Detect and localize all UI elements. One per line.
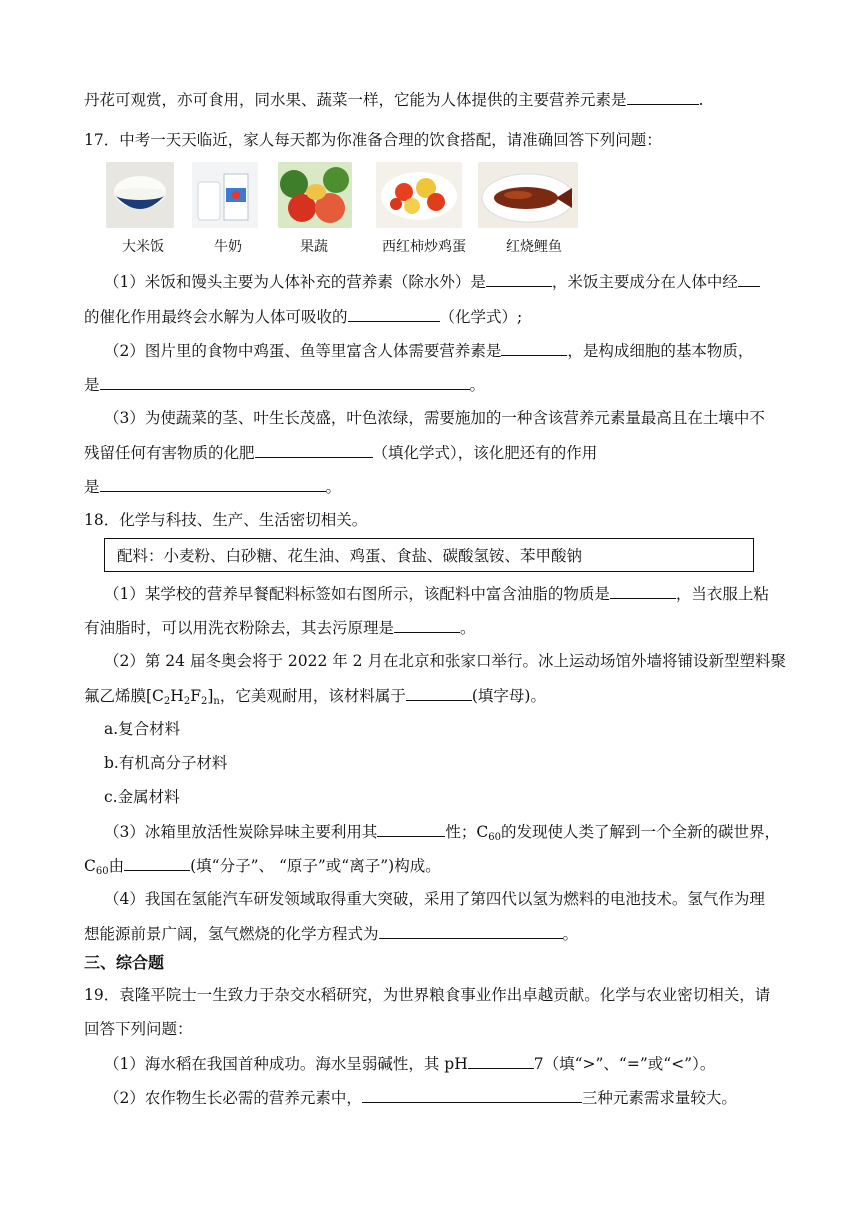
q17-p2-text-b: ，是构成细胞的基本物质， xyxy=(567,342,754,360)
q17-p1-text-b: ，米饭主要成分在人体中经 xyxy=(551,273,738,291)
ingredient-label-box xyxy=(104,538,754,572)
q18-p1-text-d: 。 xyxy=(460,619,476,637)
section-heading: 三、综合题 xyxy=(84,953,165,972)
q19-p1-text-a: （1）海水稻在我国首种成功。海水呈弱碱性，其 pH xyxy=(104,1055,468,1073)
q17-part3-line1: （3）为使蔬菜的茎、叶生长茂盛，叶色浓绿，需要施加的一种含该营养元素量最高且在土壤中不 xyxy=(104,409,765,427)
answer-blank[interactable] xyxy=(627,88,699,105)
q18-p1-text-c: 有油脂时，可以用洗衣粉除去，其去污原理是 xyxy=(84,619,395,637)
caption-milk: 牛奶 xyxy=(214,239,242,255)
q18-p3-text-b: 性；C xyxy=(445,823,489,841)
q18-p2-text-d: F xyxy=(190,687,201,705)
caption-fruits: 果蔬 xyxy=(300,239,328,255)
food-carp xyxy=(478,162,578,255)
answer-blank[interactable] xyxy=(255,441,373,458)
q18-p3-text-c: 的发现使人类了解到一个全新的碳世界， xyxy=(500,823,780,841)
q18-p3-text-a: （3）冰箱里放活性炭除异味主要利用其 xyxy=(104,823,378,841)
q18-p4-text-c: 。 xyxy=(562,925,579,943)
caption-tomato-egg: 西红柿炒鸡蛋 xyxy=(382,239,466,255)
q18-part1-line2 xyxy=(84,616,476,639)
food-rice xyxy=(106,162,174,255)
subscript: n xyxy=(213,696,220,707)
q17-p3-text-b: 残留任何有害物质的化肥 xyxy=(84,444,255,462)
q18-part2-line2 xyxy=(84,684,546,713)
q16-tail-line xyxy=(84,88,703,111)
answer-blank[interactable] xyxy=(348,305,440,322)
q17-part2-line1 xyxy=(104,339,753,362)
q18-p2-text-g: (填字母)。 xyxy=(471,687,546,705)
answer-blank[interactable] xyxy=(379,922,563,939)
rice-image xyxy=(106,162,174,228)
q17-p2-text-c: 是 xyxy=(84,376,100,394)
q17-p2-text-a: （2）图片里的食物中鸡蛋、鱼等里富含人体需要营养素是 xyxy=(104,342,502,360)
ingredient-label-text: 配料：小麦粉、白砂糖、花生油、鸡蛋、食盐、碳酸氢铵、苯甲酸钠 xyxy=(117,547,583,565)
q18-part2-line1: （2）第 24 届冬奥会将于 2022 年 2 月在北京和张家口举行。冰上运动场馆外墙将铺设新型塑料聚 xyxy=(104,652,786,670)
q18-part3-line2 xyxy=(84,854,441,883)
answer-blank[interactable] xyxy=(406,684,472,701)
q19-stem-line1: 19．袁隆平院士一生致力于杂交水稻研究，为世界粮食事业作出卓越贡献。化学与农业密切相关，请 xyxy=(84,986,771,1004)
answer-blank[interactable] xyxy=(738,270,760,287)
subscript: 2 xyxy=(183,696,191,707)
q18-p3-text-d: C xyxy=(84,857,96,875)
q17-p3-text-e: 。 xyxy=(325,478,342,496)
q18-p1-text-b: ，当衣服上粘 xyxy=(675,585,769,603)
answer-blank[interactable] xyxy=(501,339,567,356)
q18-part4-line1: （4）我国在氢能汽车研发领域取得重大突破，采用了第四代以氢为燃料的电池技术。氢气作为理 xyxy=(104,890,765,908)
q18-part3-line1 xyxy=(104,820,780,849)
q18-stem: 18．化学与科技、生产、生活密切相关。 xyxy=(84,511,368,529)
q16-tail-text: 丹花可观赏，亦可食用，同水果、蔬菜一样，它能为人体提供的主要营养元素是 xyxy=(84,91,627,109)
answer-blank[interactable] xyxy=(610,582,676,599)
food-fruits xyxy=(278,162,352,255)
answer-blank[interactable] xyxy=(100,373,470,390)
q17-part1-line2 xyxy=(84,305,522,328)
q19-part1 xyxy=(104,1052,715,1075)
q17-p2-text-d: 。 xyxy=(469,376,486,394)
q18-p2-text-c: H xyxy=(170,687,184,705)
fruits-image xyxy=(278,162,352,228)
caption-rice: 大米饭 xyxy=(122,239,164,255)
q18-p2-text-e: ] xyxy=(207,687,214,705)
q17-part3-line3 xyxy=(84,475,341,498)
option-a: a.复合材料 xyxy=(104,720,181,738)
q18-p2-text-f: ，它美观耐用，该材料属于 xyxy=(219,687,406,705)
q18-p2-text-b: 氟乙烯膜[C xyxy=(84,687,164,705)
q17-part3-line2 xyxy=(84,441,597,464)
milk-image xyxy=(192,162,258,228)
q19-p1-text-b: 7（填“>”、“=”或“<”）。 xyxy=(533,1055,716,1073)
q17-p3-text-c: （填化学式），该化肥还有的作用 xyxy=(372,444,598,462)
subscript: 2 xyxy=(200,696,208,707)
q17-p3-text-d: 是 xyxy=(84,478,100,496)
q17-p1-text-a: （1）米饭和馒头主要为人体补充的营养素（除水外）是 xyxy=(104,273,486,291)
food-milk xyxy=(192,162,258,255)
q18-part1-line1 xyxy=(104,582,769,605)
answer-blank[interactable] xyxy=(124,854,190,871)
q18-p3-text-f: (填“分子”、 “原子”或“离子”)构成。 xyxy=(190,857,441,875)
q19-p2-text-b: 三种元素需求量较大。 xyxy=(581,1089,737,1107)
q17-part2-line2 xyxy=(84,373,485,396)
q18-p4-text-b: 想能源前景广阔，氢气燃烧的化学方程式为 xyxy=(84,925,379,943)
carp-image xyxy=(478,162,578,228)
subscript: 60 xyxy=(488,832,501,843)
tomato-egg-image xyxy=(376,162,462,228)
q19-p2-text-a: （2）农作物生长必需的营养元素中， xyxy=(104,1089,362,1107)
q16-end: . xyxy=(698,91,704,109)
subscript: 60 xyxy=(95,866,109,877)
answer-blank[interactable] xyxy=(100,475,326,492)
q18-p3-text-e: 由 xyxy=(108,857,125,875)
option-b: b.有机高分子材料 xyxy=(104,754,228,772)
food-tomato-egg xyxy=(376,162,466,255)
option-c: c.金属材料 xyxy=(104,788,180,806)
q19-stem-line2: 回答下列问题： xyxy=(84,1020,193,1038)
q18-part4-line2 xyxy=(84,922,578,945)
answer-blank[interactable] xyxy=(468,1052,534,1069)
answer-blank[interactable] xyxy=(362,1086,582,1103)
q18-p1-text-a: （1）某学校的营养早餐配料标签如右图所示，该配料中富含油脂的物质是 xyxy=(104,585,610,603)
caption-carp: 红烧鲤鱼 xyxy=(506,239,562,255)
answer-blank[interactable] xyxy=(377,820,445,837)
answer-blank[interactable] xyxy=(486,270,552,287)
q19-part2 xyxy=(104,1086,737,1109)
q17-p1-text-c: 的催化作用最终会水解为人体可吸收的 xyxy=(84,308,348,326)
q17-part1-line1 xyxy=(104,270,760,293)
q17-stem: 17．中考一天天临近，家人每天都为你准备合理的饮食搭配，请准确回答下列问题： xyxy=(84,131,662,149)
q17-p1-text-d: （化学式）; xyxy=(439,308,523,326)
answer-blank[interactable] xyxy=(394,616,460,633)
subscript: 2 xyxy=(163,696,171,707)
